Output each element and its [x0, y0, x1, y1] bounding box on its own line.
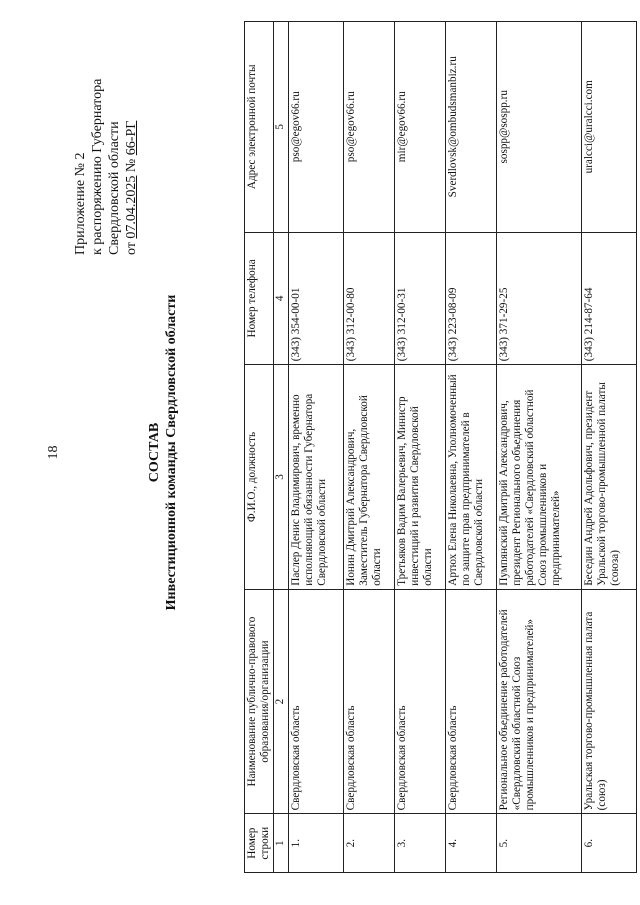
column-number: 1: [274, 814, 288, 873]
column-number: 3: [274, 365, 288, 590]
appendix-line-1: Приложение № 2: [73, 152, 88, 255]
table-row: [445, 22, 496, 873]
row-number: 5.: [496, 814, 581, 873]
column-number: 5: [274, 22, 288, 233]
email-cell: pso@egov66.ru: [288, 22, 343, 233]
document-title: [146, 0, 180, 905]
table-row: [496, 22, 581, 873]
column-number-row: [274, 22, 288, 873]
person-cell: Пумпянский Дмитрий Александрович, президент Регионального объединения работодателей «Свердловский областной Союз промышленников и предпринимателей»: [496, 365, 581, 590]
title-line-1: СОСТАВ: [147, 422, 162, 483]
email-cell: pso@egov66.ru: [343, 22, 394, 233]
table-row: [343, 22, 394, 873]
header-email: Адрес электронной почты: [245, 22, 274, 233]
organization-cell: Свердловская область: [343, 589, 394, 814]
person-cell: Паслер Денис Владимирович, временно исполняющий обязанности Губернатора Свердловской области: [288, 365, 343, 590]
person-cell: Ионин Дмитрий Александрович, Заместитель Губернатора Свердловской области: [343, 365, 394, 590]
appendix-block: [72, 5, 140, 255]
email-cell: Sverdlovsk@ombudsmanbiz.ru: [445, 22, 496, 233]
row-number: 3.: [394, 814, 445, 873]
phone-cell: (343) 312-00-31: [394, 232, 445, 365]
person-cell: Артюх Елена Николаевна, Уполномоченный по защите прав предпринимателей в Свердловской области: [445, 365, 496, 590]
table-row: [581, 22, 636, 873]
appendix-date: 07.04.2025: [124, 175, 139, 239]
header-row-number: Номер строки: [245, 814, 274, 873]
appendix-line-3: Свердловской области: [107, 121, 122, 255]
column-number: 4: [274, 232, 288, 365]
phone-cell: (343) 312-00-80: [343, 232, 394, 365]
organization-cell: Региональное объединение работодателей «Свердловский областной Союз промышленников и предпринимателей»: [496, 589, 581, 814]
header-phone: Номер телефона: [245, 232, 274, 365]
email-cell: mir@egov66.ru: [394, 22, 445, 233]
appendix-line-2: к распоряжению Губернатора: [90, 78, 105, 255]
organization-cell: Уральская торгово-промышленная палата (союз): [581, 589, 636, 814]
phone-cell: (343) 371-29-25: [496, 232, 581, 365]
row-number: 2.: [343, 814, 394, 873]
table-row: [394, 22, 445, 873]
table-row: [288, 22, 343, 873]
header-organization: Наименование публично-правового образования/организации: [245, 589, 274, 814]
header-full-name-position: Ф.И.О., должность: [245, 365, 274, 590]
organization-cell: Свердловская область: [288, 589, 343, 814]
team-table: [244, 21, 637, 873]
appendix-number: 66-РГ: [124, 120, 139, 156]
phone-cell: (343) 354-00-01: [288, 232, 343, 365]
phone-cell: (343) 214-87-64: [581, 232, 636, 365]
row-number: 6.: [581, 814, 636, 873]
row-number: 1.: [288, 814, 343, 873]
number-prefix: №: [124, 158, 139, 173]
email-cell: uralcci@uralcci.com: [581, 22, 636, 233]
person-cell: Третьяков Вадим Валерьевич, Министр инвестиций и развития Свердловской области: [394, 365, 445, 590]
phone-cell: (343) 223-08-09: [445, 232, 496, 365]
email-cell: sospp@sospp.ru: [496, 22, 581, 233]
person-cell: Беседин Андрей Адольфович, президент Уральской торгово-промышленной палаты (союза): [581, 365, 636, 590]
page-number: 18: [46, 445, 61, 460]
appendix-date-line: [123, 5, 140, 255]
date-prefix: от: [124, 242, 139, 255]
table-header-row: [245, 22, 274, 873]
organization-cell: Свердловская область: [445, 589, 496, 814]
title-line-2: Инвестиционной команды Свердловской области: [164, 294, 179, 611]
organization-cell: Свердловская область: [394, 589, 445, 814]
column-number: 2: [274, 589, 288, 814]
row-number: 4.: [445, 814, 496, 873]
